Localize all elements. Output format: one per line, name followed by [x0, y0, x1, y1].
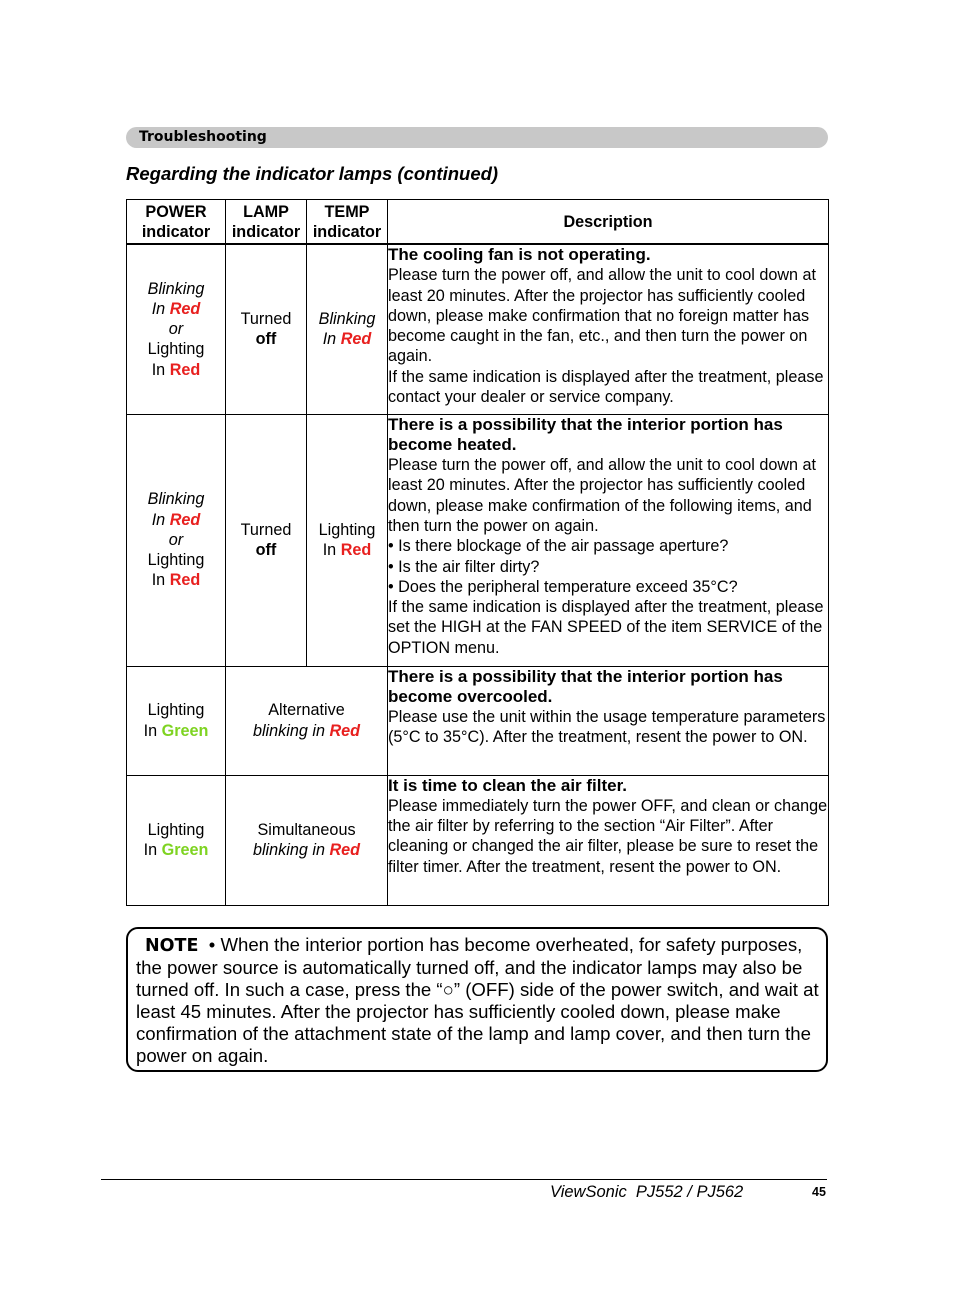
description-bullet: • Does the peripheral temperature exceed 35°C? [388, 577, 738, 596]
header-temp: TEMP indicator [307, 200, 388, 245]
table-row [127, 666, 829, 775]
header-lamp: LAMP indicator [226, 200, 307, 245]
table-row [127, 414, 829, 666]
page-number: 45 [812, 1185, 826, 1199]
description-heading: There is a possibility that the interior portion has become heated. [388, 414, 783, 454]
description-cell [388, 666, 829, 775]
table-header-row [127, 200, 829, 245]
power-indicator-cell: Blinking In Red or Lighting In Red [127, 414, 226, 666]
note-label: NOTE [145, 936, 199, 956]
description-cell [388, 244, 829, 414]
header-power: POWER indicator [127, 200, 226, 245]
lamp-indicator-cell: Turned off [226, 414, 307, 666]
note-box [126, 927, 828, 1072]
description-heading: The cooling fan is not operating. [388, 245, 651, 264]
power-indicator-cell: Lighting In Green [127, 775, 226, 905]
description-bullet: • Is there blockage of the air passage aperture? [388, 537, 729, 556]
note-text: • When the interior portion has become overheated, for safety purposes, the power source is automatically turned off, and the indicator lamps may also be turned off. In such a case, press the “○” (OFF) side of the power switch, and wait at least 45 minutes. After the projector has sufficiently cooled down, please make confirmation of the attachment state of the lamp and lamp cover, and then turn the power on again. [136, 934, 819, 1066]
lamp-indicator-cell: Turned off [226, 244, 307, 414]
description-cell [388, 775, 829, 905]
table-row [127, 244, 829, 414]
temp-indicator-cell: Blinking In Red [307, 244, 388, 414]
description-heading: There is a possibility that the interior portion has become overcooled. [388, 666, 783, 706]
description-bullet: • Is the air filter dirty? [388, 557, 540, 576]
lamp-temp-indicator-cell: Alternative blinking in Red [226, 666, 388, 775]
section-header-bar [126, 127, 828, 148]
description-text: Please use the unit within the usage temperature parameters (5°C to 35°C). After the treatment, resent the power to ON. [388, 708, 826, 747]
description-text: Please turn the power off, and allow the unit to cool down at least 20 minutes. After the projector has sufficiently cooled down, please make confirmation of the following items, and then turn the power on again. [388, 456, 817, 535]
description-text: If the same indication is displayed after the treatment, please set the HIGH at the FAN SPEED of the item SERVICE of the OPTION menu. [388, 598, 824, 657]
description-heading: It is time to clean the air filter. [388, 775, 628, 795]
footer-product-name: ViewSonic PJ552 / PJ562 [550, 1183, 744, 1201]
power-indicator-cell: Lighting In Green [127, 666, 226, 775]
page-subtitle: Regarding the indicator lamps (continued) [126, 163, 499, 184]
description-cell [388, 414, 829, 666]
table-row [127, 775, 829, 905]
description-text: Please immediately turn the power OFF, and clean or change the air filter by referring to the section “Air Filter”. After cleaning or changed the air filter, please be sure to reset the filter timer. After the treatment, resent the power to ON. [388, 796, 828, 876]
indicator-table [126, 199, 829, 906]
temp-indicator-cell: Lighting In Red [307, 414, 388, 666]
header-description: Description [388, 200, 829, 245]
power-indicator-cell: Blinking In Red or Lighting In Red [127, 244, 226, 414]
footer-divider [101, 1179, 827, 1180]
note-paragraph [136, 934, 820, 1067]
description-text: Please turn the power off, and allow the unit to cool down at least 20 minutes. After the projector has sufficiently cooled down, please make confirmation that no foreign matter has become caught in the fan, etc., and then turn the power on again. [388, 266, 817, 366]
lamp-temp-indicator-cell: Simultaneous blinking in Red [226, 775, 388, 905]
description-text: If the same indication is displayed after the treatment, please contact your dealer or service company. [388, 367, 824, 407]
section-title: Troubleshooting [139, 129, 267, 145]
